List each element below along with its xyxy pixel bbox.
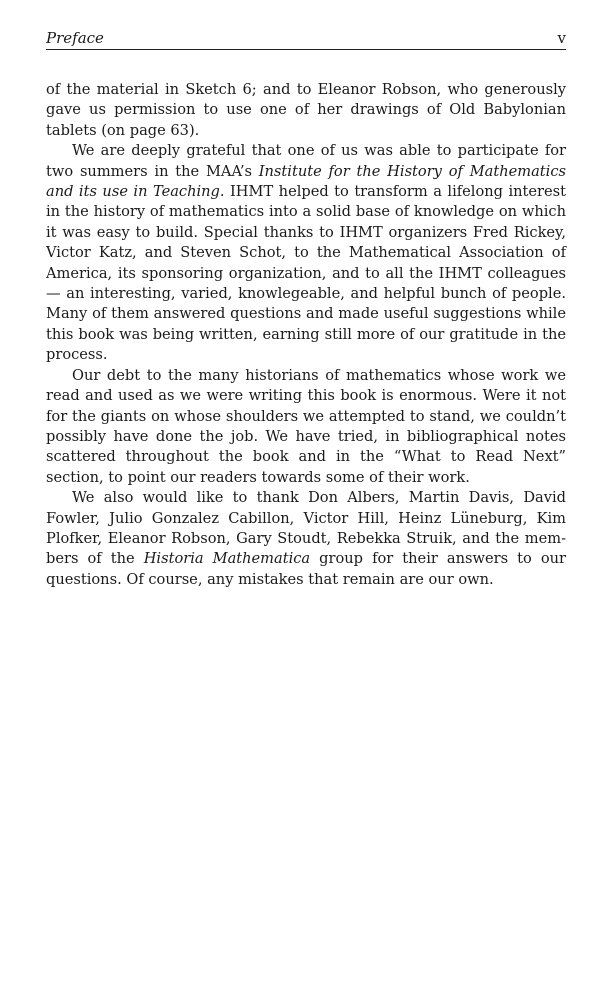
book-page	[46, 28, 566, 590]
paragraph-2	[46, 141, 566, 365]
paragraph-2-text-b: IHMT helped to transform a lifelong interest in the history of mathematics into a solid base of knowledge on which it was easy to build. Special thanks to IHMT organizers Fred Rickey, Victor Katz, and Steven Schot, to the Mathematical Association of America, its sponsoring organization, and to all the IHMT colleagues — an interesting, varied, knowlegeable, and helpful bunch of people. Many of them answered questions and made useful suggestions while this book was being written, earning still more of our gratitude in the process.	[46, 183, 566, 364]
paragraph-2-text-a: We are deeply grateful that one of us was able to participate for two summers in the MAA’s	[46, 142, 566, 180]
paragraph-4-text-a: We also would like to thank Don Albers, Martin Davis, David Fowler, Julio Gonzalez Cabillon, Victor Hill, Heinz Lüneburg, Kim Plofker, Eleanor Robson, Gary Stoudt, Rebekka Struik, and the members of the	[46, 489, 566, 568]
paragraph-4	[46, 488, 566, 590]
page-number: v	[557, 29, 566, 47]
body-text	[46, 80, 566, 590]
paragraph-3-text: Our debt to the many historians of mathematics whose work we read and used as we were writing this book is enormous. Were it not for the giants on whose shoulders we attempted to stand, we couldn’t possibly have done the job. We have tried, in bibliographical notes scattered throughout the book and in the “What to Read Next” section, to point our readers towards some of their work.	[46, 366, 566, 486]
paragraph-4-text-b: group for their answers to our questions. Of course, any mistakes that remain are our own.	[46, 550, 566, 588]
section-title: Preface	[46, 29, 104, 47]
paragraph-3	[46, 366, 566, 488]
paragraph-1-text: of the material in Sketch 6; and to Eleanor Robson, who generously gave us permission to use one of her drawings of Old Babylonian tablets (on page 63).	[46, 81, 566, 139]
running-head	[46, 28, 566, 50]
paragraph-1	[46, 80, 566, 141]
paragraph-2-book-title: Institute for the History of Mathematics and its use in Teaching.	[46, 162, 566, 201]
paragraph-4-group-name: Historia Mathematica	[143, 550, 311, 568]
